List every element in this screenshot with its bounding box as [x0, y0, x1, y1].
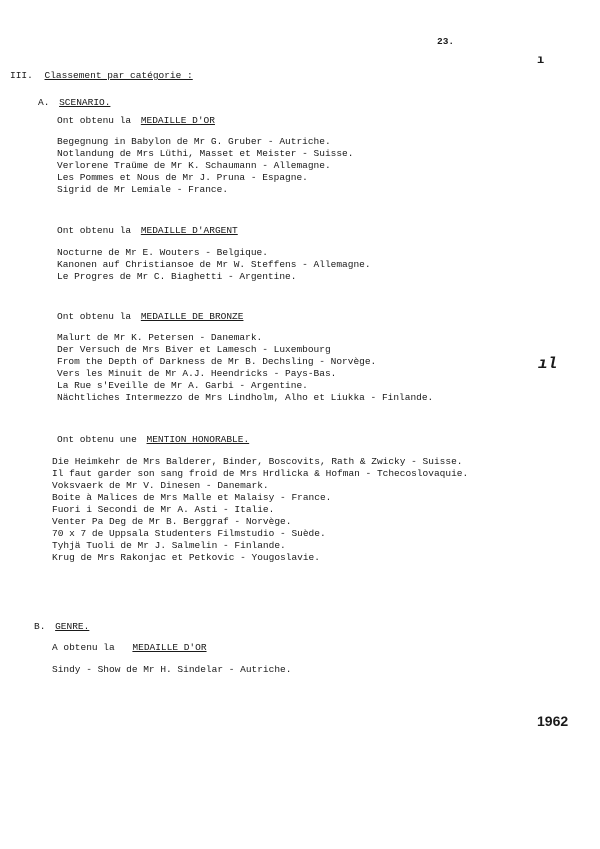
gold-award: MEDAILLE D'OR: [140, 115, 215, 126]
subsection-a-letter: A.: [38, 97, 50, 108]
subsection-b-title: GENRE.: [55, 621, 90, 632]
silver-heading: [57, 225, 238, 237]
silver-award: MEDAILLE D'ARGENT: [140, 225, 238, 236]
genre-gold-list: [52, 664, 291, 676]
section-numeral: III.: [10, 70, 33, 81]
honorable-intro: Ont obtenu une: [57, 434, 137, 445]
gold-heading: [57, 115, 215, 127]
honorable-entry: Boite à Malices de Mrs Malle et Malaisy - France.: [52, 492, 332, 503]
genre-gold-heading: [52, 642, 207, 654]
honorable-entry: 70 x 7 de Uppsala Studenters Filmstudio - Suède.: [52, 528, 326, 539]
margin-mark-top: ı: [537, 53, 545, 67]
silver-entry: Le Progres de Mr C. Biaghetti - Argentine.: [57, 271, 297, 282]
honorable-entry: Venter Pa Deg de Mr B. Berggraf - Norvège.: [52, 516, 292, 527]
genre-gold-award: MEDAILLE D'OR: [132, 642, 207, 653]
gold-entry: Notlandung de Mrs Lüthi, Masset et Meister - Suisse.: [57, 148, 354, 159]
bronze-entry: Malurt de Mr K. Petersen - Danemark.: [57, 332, 263, 343]
gold-entry: Les Pommes et Nous de Mr J. Pruna - Espagne.: [57, 172, 308, 183]
honorable-entry: Voksvaerk de Mr V. Dinesen - Danemark.: [52, 480, 269, 491]
honorable-entry: Krug de Mrs Rakonjac et Petkovic - Yougoslavie.: [52, 552, 320, 563]
bronze-entry: Der Versuch de Mrs Biver et Lamesch - Luxembourg: [57, 344, 331, 355]
gold-entry: Verlorene Traüme de Mr K. Schaumann - Allemagne.: [57, 160, 331, 171]
genre-gold-intro: A obtenu la: [52, 642, 115, 653]
honorable-entry: Il faut garder son sang froid de Mrs Hrdlicka & Hofman - Tchecoslovaquie.: [52, 468, 469, 479]
genre-gold-entry: Sindy - Show de Mr H. Sindelar - Autriche.: [52, 664, 292, 675]
bronze-entry: La Rue s'Eveille de Mr A. Garbi - Argentine.: [57, 380, 308, 391]
bronze-list: [57, 332, 433, 404]
section-heading: [10, 70, 193, 82]
silver-intro: Ont obtenu la: [57, 225, 132, 236]
subsection-a-heading: [38, 97, 110, 109]
year-stamp: 1962: [537, 713, 569, 729]
silver-entry: Kanonen auf Christiansoe de Mr W. Steffens - Allemagne.: [57, 259, 371, 270]
honorable-entry: Die Heimkehr de Mrs Balderer, Binder, Boscovits, Rath & Zwicky - Suisse.: [52, 456, 463, 467]
honorable-entry: Tyhjä Tuoli de Mr J. Salmelin - Finlande.: [52, 540, 286, 551]
bronze-entry: Vers les Minuit de Mr A.J. Heendricks - Pays-Bas.: [57, 368, 337, 379]
bronze-heading: [57, 311, 243, 323]
gold-intro: Ont obtenu la: [57, 115, 132, 126]
honorable-list: [52, 456, 468, 564]
margin-mark-middle: ıl: [538, 355, 558, 373]
section-title: Classement par catégorie :: [44, 70, 193, 81]
bronze-entry: Nächtliches Intermezzo de Mrs Lindholm, Alho et Liukka - Finlande.: [57, 392, 434, 403]
gold-list: [57, 136, 353, 196]
subsection-a-title: SCENARIO.: [59, 97, 111, 108]
honorable-entry: Fuori i Secondi de Mr A. Asti - Italie.: [52, 504, 275, 515]
gold-entry: Begegnung in Babylon de Mr G. Gruber - Autriche.: [57, 136, 331, 147]
silver-entry: Nocturne de Mr E. Wouters - Belgique.: [57, 247, 268, 258]
bronze-intro: Ont obtenu la: [57, 311, 132, 322]
subsection-b-heading: [34, 621, 89, 633]
honorable-heading: [57, 434, 249, 446]
bronze-entry: From the Depth of Darkness de Mr B. Dechsling - Norvège.: [57, 356, 377, 367]
gold-entry: Sigrid de Mr Lemiale - France.: [57, 184, 229, 195]
subsection-b-letter: B.: [34, 621, 46, 632]
page-number: 23.: [437, 36, 455, 47]
bronze-award: MEDAILLE DE BRONZE: [140, 311, 244, 322]
honorable-award: MENTION HONORABLE.: [146, 434, 250, 445]
silver-list: [57, 247, 371, 283]
